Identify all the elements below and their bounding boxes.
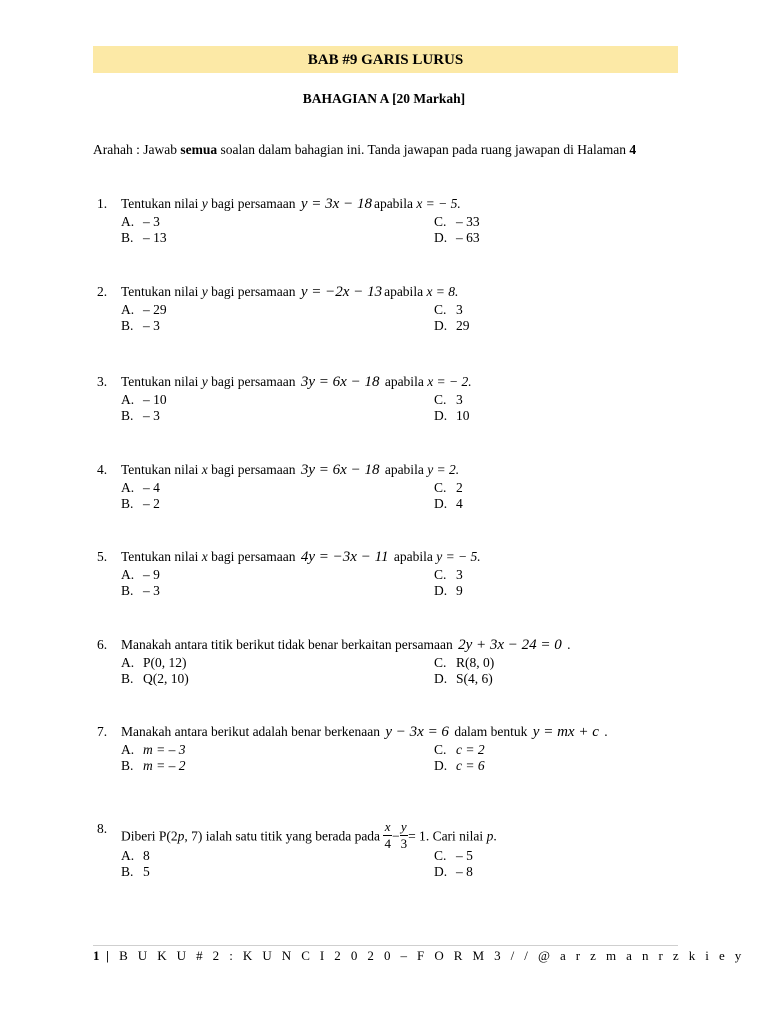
footer-divider [93,945,678,946]
option-c-text: 3 [456,567,463,582]
option-a-text: – 4 [143,480,160,495]
option-d[interactable]: D. c = 6 [434,758,485,773]
question-stem [121,374,472,391]
option-c[interactable]: C. R(8, 0) [434,655,495,670]
stem-text: Manakah antara titik berikut tidak benar berkaitan persamaan [121,637,457,652]
option-a[interactable]: A. – 4 [121,480,160,495]
question-number: 7. [97,724,108,739]
stem-text: , 7) ialah satu titik yang berada pada [184,828,384,844]
condition: x = − 5. [416,196,461,211]
stem-variable: p [177,828,185,844]
instruction-prefix: Arahah : Jawab [93,142,181,157]
option-b[interactable]: B. – 2 [121,496,160,511]
option-b-text: Q(2, 10) [143,671,189,686]
option-d[interactable]: D. 4 [434,496,463,511]
instruction-page: 4 [629,142,637,157]
option-c[interactable]: C. 3 [434,392,463,407]
option-b[interactable]: B. – 3 [121,408,160,423]
stem-text: Tentukan nilai [121,374,202,389]
stem-text: . [600,724,608,739]
instruction-emphasis: semua [180,142,218,157]
option-d[interactable]: D. 29 [434,318,470,333]
question-number: 5. [97,549,108,564]
option-c-text: 3 [456,392,463,407]
fraction-y-over-3 [400,819,409,852]
option-d-text: 4 [456,496,463,511]
option-a-text: 8 [143,848,150,863]
stem-text: bagi persamaan [207,374,299,389]
equation: 3y = 6x − 18 [300,462,380,478]
option-d[interactable]: D. 9 [434,583,463,598]
option-c[interactable]: C. – 5 [434,848,473,863]
question-number: 2. [97,284,108,299]
option-c-text: c = 2 [456,742,485,757]
page-footer [93,948,745,964]
option-a[interactable]: A. – 9 [121,567,160,582]
option-d-text: – 63 [456,230,480,245]
option-c[interactable]: C. 3 [434,567,463,582]
option-b-text: 5 [143,864,150,879]
option-d[interactable]: D. – 8 [434,864,473,879]
option-a-text: – 9 [143,567,160,582]
condition: y = − 5. [436,549,481,564]
stem-text: dalam bentuk [450,724,531,739]
instruction-suffix: soalan dalam bahagian ini. Tanda jawapan pada ruang jawapan di Halaman [217,142,630,157]
option-a[interactable]: A. – 29 [121,302,167,317]
footer-text: B U K U # 2 : K U N C I 2 0 2 0 – F O R M 3 / / @ a r z m a n r z k i e y [119,948,745,963]
fraction-numerator: x [384,819,391,834]
condition: x = 8. [426,284,459,299]
stem-text: . [493,828,497,844]
option-d-text: c = 6 [456,758,485,773]
fraction-denominator: 4 [384,836,391,851]
footer-separator: | [99,948,120,963]
option-a[interactable]: A. – 3 [121,214,160,229]
question-number: 1. [97,196,108,211]
option-b[interactable]: B. Q(2, 10) [121,671,189,686]
option-a[interactable]: A. – 10 [121,392,167,407]
stem-text: . [563,637,571,652]
fraction-denominator: 3 [400,836,408,851]
option-c[interactable]: C. 2 [434,480,463,495]
stem-text: bagi persamaan [207,549,299,564]
option-b[interactable]: B. 5 [121,864,150,879]
option-d[interactable]: D. – 63 [434,230,480,245]
stem-text: Manakah antara berikut adalah benar berkenaan [121,724,384,739]
option-c-text: – 33 [456,214,480,229]
option-c[interactable]: C. c = 2 [434,742,485,757]
stem-variable: p [486,828,494,844]
question-number: 4. [97,462,108,477]
option-b[interactable]: B. – 3 [121,583,160,598]
stem-text: bagi persamaan [207,196,299,211]
question-number: 3. [97,374,108,389]
condition: y = 2. [427,462,460,477]
fraction-x-over-4 [383,819,392,852]
stem-text: apabila [390,549,437,564]
equation: 4y = −3x − 11 [300,549,389,565]
option-c[interactable]: C. 3 [434,302,463,317]
equation: 2y + 3x − 24 = 0 [458,637,562,653]
question-number: 6. [97,637,108,652]
question-stem [121,284,458,301]
instructions [93,142,636,158]
option-b-text: m = – 2 [143,758,186,773]
question-stem [121,196,461,213]
stem-text: Tentukan nilai [121,196,202,211]
option-d-text: S(4, 6) [456,671,493,686]
stem-text: Diberi P(2 [121,828,178,844]
option-a[interactable]: A. m = – 3 [121,742,186,757]
option-b-text: – 3 [143,408,160,423]
stem-text: apabila [373,196,417,211]
stem-text: Tentukan nilai [121,284,202,299]
equation: 3y = 6x − 18 [300,374,380,390]
question-stem [121,637,571,654]
option-c-text: 3 [456,302,463,317]
option-d-text: 29 [456,318,470,333]
option-a-text: – 3 [143,214,160,229]
option-b-text: – 3 [143,318,160,333]
option-a-text: P(0, 12) [143,655,187,670]
option-b[interactable]: B. m = – 2 [121,758,186,773]
stem-text: apabila [384,284,427,299]
stem-text: . Cari nilai [425,828,487,844]
option-b[interactable]: B. – 13 [121,230,167,245]
stem-text: bagi persamaan [207,462,299,477]
option-b[interactable]: B. – 3 [121,318,160,333]
stem-variable: y [201,284,208,299]
equation: y = 3x − 18 [300,196,372,212]
stem-text: bagi persamaan [207,284,299,299]
stem-variable: y [201,374,208,389]
minus-sign: − [391,828,400,844]
page-number: 1 [93,948,100,963]
stem-text: apabila [381,462,428,477]
stem-text: Tentukan nilai [121,549,202,564]
option-a[interactable]: A. P(0, 12) [121,655,187,670]
option-a-text: m = – 3 [143,742,186,757]
option-a-text: – 29 [143,302,167,317]
stem-variable: x [201,549,208,564]
option-c[interactable]: C. – 33 [434,214,480,229]
option-d[interactable]: D. S(4, 6) [434,671,493,686]
option-d-text: 10 [456,408,470,423]
section-title: BAHAGIAN A [20 Markah] [302,91,466,106]
fraction-numerator: y [400,819,407,834]
question-number: 8. [97,821,108,836]
question-stem [121,462,459,479]
option-b-text: – 2 [143,496,160,511]
equation: y = −2x − 13 [300,284,383,300]
stem-variable: y [201,196,208,211]
option-d-text: 9 [456,583,463,598]
equation: y = mx + c [532,724,599,740]
equation: y − 3x = 6 [385,724,449,740]
option-b-text: – 13 [143,230,167,245]
option-c-text: R(8, 0) [456,655,495,670]
chapter-title: BAB #9 GARIS LURUS [307,52,464,68]
question-stem [121,549,481,566]
equation-rhs: = 1 [408,828,426,844]
option-c-text: 2 [456,480,463,495]
option-d-text: – 8 [456,864,473,879]
chapter-title-banner [93,46,678,73]
stem-variable: x [201,462,208,477]
option-b-text: – 3 [143,583,160,598]
option-a-text: – 10 [143,392,167,407]
stem-text: Tentukan nilai [121,462,202,477]
option-d[interactable]: D. 10 [434,408,470,423]
question-stem [121,724,608,741]
condition: x = − 2. [427,374,472,389]
option-c-text: – 5 [456,848,473,863]
option-a[interactable]: A. 8 [121,848,150,863]
stem-text: apabila [381,374,428,389]
